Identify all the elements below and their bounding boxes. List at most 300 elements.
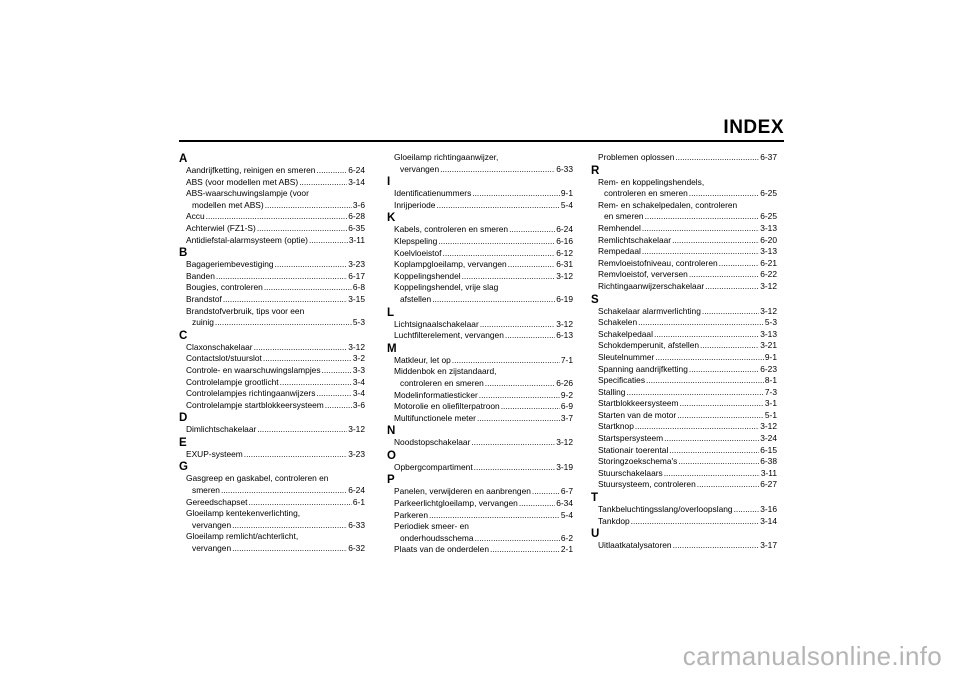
index-entry — [387, 282, 573, 305]
entry-text: Gloeilamp richtingaanwijzer, — [394, 152, 499, 162]
leader-dots — [316, 388, 351, 400]
entry-text: Noodstopschakelaar — [394, 437, 471, 448]
entry-text: Parkeren — [394, 509, 428, 520]
index-entry — [591, 364, 777, 376]
entry-line — [598, 152, 777, 164]
leader-dots — [472, 188, 560, 200]
leader-dots — [642, 246, 759, 258]
page-number: 6-33 — [348, 519, 365, 530]
index-entry — [387, 486, 573, 498]
page-number: 3-13 — [760, 246, 777, 257]
index-entry — [591, 281, 777, 293]
index-entry — [179, 282, 365, 294]
entry-line — [186, 177, 365, 189]
entry-line — [598, 340, 777, 352]
entry-text: Schakelpedaal — [598, 328, 653, 339]
entry-line — [186, 200, 365, 212]
index-entry — [591, 398, 777, 410]
leader-dots — [697, 479, 759, 491]
entry-line — [186, 342, 365, 354]
entry-text: Tankdop — [598, 515, 630, 526]
index-entry — [179, 497, 365, 509]
entry-line — [186, 235, 365, 247]
leader-dots — [677, 410, 764, 422]
entry-text: Aandrijfketting, reinigen en smeren — [186, 165, 316, 175]
entry-text: smeren — [192, 485, 220, 496]
entry-text: Brandstofverbruik, tips voor een — [186, 305, 305, 316]
page-number: 6-19 — [556, 293, 573, 304]
page-number: 6-28 — [348, 211, 365, 222]
index-entry — [591, 352, 777, 364]
leader-dots — [452, 355, 560, 367]
entry-text: Stationair toerental — [598, 444, 669, 455]
entry-line — [186, 211, 365, 223]
leader-dots — [309, 235, 348, 247]
entry-text: Gloeilamp kentekenverlichting, — [186, 508, 301, 519]
entry-line — [186, 271, 365, 283]
entry-text: Claxonschakelaar — [186, 341, 253, 352]
leader-dots — [480, 319, 556, 331]
page-number: 6-7 — [560, 486, 573, 497]
watermark: carmanualsonline.info — [682, 641, 942, 671]
leader-dots — [700, 340, 759, 352]
entry-text: Luchtfilterelement, vervangen — [394, 330, 504, 341]
page-number: 6-15 — [760, 444, 777, 455]
leader-dots — [232, 543, 347, 555]
entry-text: afstellen — [400, 293, 432, 304]
entry-line — [186, 223, 365, 235]
page-number: 3-17 — [760, 540, 777, 551]
index-entry — [591, 421, 777, 433]
entry-line — [598, 445, 777, 457]
entry-text: vervangen — [400, 163, 440, 174]
entry-text: Matkleur, let op — [394, 354, 451, 365]
page-number: 6-26 — [556, 377, 573, 388]
leader-dots — [638, 317, 764, 329]
index-entry — [387, 152, 573, 175]
entry-line — [186, 282, 365, 294]
leader-dots — [505, 330, 555, 342]
leader-dots — [626, 387, 763, 399]
title-rule — [179, 140, 784, 142]
page-number: 3-12 — [556, 318, 573, 329]
entry-line — [394, 319, 573, 331]
page-number: 3-14 — [760, 515, 777, 526]
page-number: 3-19 — [556, 461, 573, 472]
leader-dots — [475, 533, 560, 545]
entry-text: Klepspeling — [394, 235, 438, 246]
entry-line — [598, 188, 777, 200]
leader-dots — [635, 421, 759, 433]
entry-text: Dimlichtschakelaar — [186, 424, 257, 435]
entry-line — [598, 211, 777, 223]
entry-text: Sleutelnummer — [598, 351, 655, 362]
entry-line — [186, 543, 365, 555]
leader-dots — [264, 282, 352, 294]
index-column-1 — [179, 152, 365, 555]
index-entry — [387, 390, 573, 402]
page-number: 6-35 — [348, 222, 365, 233]
entry-text: Gloeilamp remlicht/achterlicht, — [186, 531, 299, 542]
index-entry — [179, 306, 365, 329]
entry-line — [598, 329, 777, 341]
entry-line — [598, 317, 777, 329]
leader-dots — [275, 259, 348, 271]
page-number: 6-24 — [556, 224, 573, 235]
leader-dots — [664, 468, 760, 480]
leader-dots — [206, 211, 348, 223]
page-number: 3-13 — [760, 328, 777, 339]
entry-line — [186, 365, 365, 377]
entry-text: Startspersysteem — [598, 433, 664, 444]
index-letter-r: R — [591, 164, 600, 177]
entry-text: Rem- en schakelpedalen, controleren — [598, 199, 738, 210]
entry-line — [598, 387, 777, 399]
entry-text: Panelen, verwijderen en aanbrengen — [394, 486, 531, 497]
page-number: 6-20 — [760, 234, 777, 245]
page-number: 3-15 — [348, 293, 365, 304]
index-entry — [179, 259, 365, 271]
page-number: 3-3 — [352, 364, 365, 375]
index-letter-m: M — [387, 342, 397, 355]
page-number: 6-31 — [556, 259, 573, 270]
page-number: 6-38 — [760, 456, 777, 467]
page-number: 6-23 — [760, 363, 777, 374]
page-number: 3-1 — [764, 398, 777, 409]
page-number: 6-12 — [556, 247, 573, 258]
entry-line — [186, 353, 365, 365]
page-number: 6-32 — [348, 543, 365, 554]
entry-line — [598, 246, 777, 258]
page-number: 3-24 — [760, 433, 777, 444]
index-entry — [179, 388, 365, 400]
entry-line — [394, 164, 573, 176]
leader-dots — [438, 236, 555, 248]
leader-dots — [675, 152, 759, 164]
index-entry — [387, 224, 573, 236]
entry-text: Kabels, controleren en smeren — [394, 224, 509, 235]
page-number: 3-4 — [352, 388, 365, 399]
leader-dots — [280, 377, 352, 389]
entry-text: onderhoudsschema — [400, 532, 474, 543]
entry-line — [394, 248, 573, 260]
page-number: 3-12 — [556, 437, 573, 448]
leader-dots — [244, 449, 347, 461]
index-entry — [387, 544, 573, 556]
page-number: 6-2 — [560, 532, 573, 543]
entry-text: vervangen — [192, 543, 232, 554]
index-entry — [179, 211, 365, 223]
entry-text: Periodiek smeer- en — [394, 521, 469, 532]
entry-text: Schakelen — [598, 317, 638, 328]
entry-text: Motorolie en oliefilterpatroon — [394, 401, 500, 412]
index-entry — [179, 424, 365, 436]
entry-line — [394, 259, 573, 271]
leader-dots — [248, 497, 351, 509]
entry-line — [186, 294, 365, 306]
entry-text: Specificaties — [598, 375, 646, 386]
entry-line — [598, 269, 777, 281]
page-number: 3-16 — [760, 504, 777, 515]
page-number: 3-12 — [556, 270, 573, 281]
entry-text: Achterwiel (FZ1-S) — [186, 222, 256, 233]
index-entry — [591, 258, 777, 270]
page-number: 3-13 — [760, 222, 777, 233]
entry-line — [394, 401, 573, 413]
index-entry — [387, 498, 573, 510]
leader-dots — [221, 485, 347, 497]
entry-text: Bagageriembevestiging — [186, 259, 274, 270]
index-entry — [591, 246, 777, 258]
index-entry — [179, 188, 365, 211]
entry-line — [186, 449, 365, 461]
entry-line — [186, 400, 365, 412]
entry-line — [394, 533, 573, 545]
entry-line — [598, 516, 777, 528]
leader-dots — [501, 401, 560, 413]
index-entry — [591, 306, 777, 318]
page-number: 6-22 — [760, 269, 777, 280]
entry-line — [394, 413, 573, 425]
index-entry — [591, 152, 777, 164]
leader-dots — [655, 352, 764, 364]
entry-text: Spanning aandrijfketting — [598, 363, 688, 374]
index-entry — [591, 269, 777, 281]
entry-text: Tankbeluchtingsslang/overloopslang — [598, 504, 733, 515]
index-entry — [591, 479, 777, 491]
leader-dots — [254, 342, 348, 354]
entry-text: Contactslot/stuurslot — [186, 353, 262, 364]
page-number: 6-34 — [556, 498, 573, 509]
index-entry — [591, 223, 777, 235]
page-number: 3-2 — [352, 353, 365, 364]
leader-dots — [232, 520, 347, 532]
leader-dots — [257, 223, 347, 235]
entry-line — [598, 468, 777, 480]
index-column-2 — [387, 152, 573, 556]
entry-line — [598, 504, 777, 516]
index-entry — [387, 366, 573, 389]
entry-text: Brandstof — [186, 293, 222, 304]
entry-line — [598, 479, 777, 491]
entry-line — [394, 544, 573, 556]
index-entry — [179, 177, 365, 189]
entry-text: modellen met ABS) — [192, 199, 264, 210]
entry-text: Remhendel — [598, 222, 641, 233]
page-number: 3-11 — [348, 234, 365, 245]
leader-dots — [471, 437, 555, 449]
entry-line — [394, 390, 573, 402]
entry-text: Stuurschakelaars — [598, 467, 663, 478]
page-number: 5-3 — [764, 317, 777, 328]
entry-text: Uitlaatkatalysatoren — [598, 540, 672, 551]
page-number: 6-33 — [556, 163, 573, 174]
page-number: 3-7 — [560, 412, 573, 423]
entry-line — [598, 433, 777, 445]
entry-line — [394, 378, 573, 390]
entry-line — [394, 462, 573, 474]
page-number: 6-8 — [352, 282, 365, 293]
page-number: 5-4 — [560, 509, 573, 520]
index-letter-n: N — [387, 425, 396, 438]
leader-dots — [673, 540, 760, 552]
leader-dots — [508, 259, 556, 271]
leader-dots — [322, 365, 352, 377]
entry-text: Banden — [186, 270, 215, 281]
entry-text: Bougies, controleren — [186, 282, 263, 293]
entry-text: Parkeerlichtgloeilamp, vervangen — [394, 498, 518, 509]
entry-line — [186, 485, 365, 497]
entry-text: Controlelampjes richtingaanwijzers — [186, 388, 316, 399]
entry-line — [186, 259, 365, 271]
leader-dots — [719, 258, 760, 270]
leader-dots — [299, 177, 347, 189]
entry-text: Lichtsignaalschakelaar — [394, 318, 479, 329]
index-entry — [591, 433, 777, 445]
page-number: 5-1 — [764, 409, 777, 420]
page-number: 3-12 — [348, 341, 365, 352]
entry-text: Startblokkeersysteem — [598, 398, 679, 409]
leader-dots — [443, 248, 556, 260]
entry-text: Controlelampje grootlicht — [186, 376, 279, 387]
entry-line — [394, 236, 573, 248]
entry-line — [598, 398, 777, 410]
entry-text: ABS (voor modellen met ABS) — [186, 176, 299, 187]
entry-text: Modelinformatiesticker — [394, 389, 478, 400]
leader-dots — [432, 294, 555, 306]
index-entry — [179, 508, 365, 531]
entry-line — [598, 364, 777, 376]
leader-dots — [265, 200, 352, 212]
entry-text: Controlelampje startblokkeersysteem — [186, 399, 324, 410]
index-entry — [179, 473, 365, 496]
entry-line — [598, 375, 777, 387]
page-number: 3-23 — [348, 259, 365, 270]
index-letter-s: S — [591, 293, 599, 306]
page-number: 7-3 — [764, 386, 777, 397]
page-number: 6-17 — [348, 270, 365, 281]
index-letter-c: C — [179, 329, 188, 342]
page-number: 6-21 — [760, 257, 777, 268]
index-entry — [179, 342, 365, 354]
entry-line — [598, 258, 777, 270]
page-number: 3-12 — [760, 280, 777, 291]
leader-dots — [631, 516, 760, 528]
entry-line — [394, 330, 573, 342]
index-entry — [591, 445, 777, 457]
page-number: 8-1 — [764, 375, 777, 386]
index-entry — [387, 355, 573, 367]
page-number: 6-9 — [560, 401, 573, 412]
index-entry — [387, 200, 573, 212]
entry-text: Multifunctionele meter — [394, 412, 476, 423]
page-number: 6-25 — [760, 211, 777, 222]
page-number: 6-25 — [760, 188, 777, 199]
entry-text: Remvloeistof, verversen — [598, 269, 688, 280]
leader-dots — [689, 188, 759, 200]
leader-dots — [509, 224, 555, 236]
index-entry — [591, 177, 777, 200]
page-number: 9-2 — [560, 389, 573, 400]
index-letter-o: O — [387, 449, 396, 462]
entry-line — [186, 424, 365, 436]
page-number: 6-27 — [760, 479, 777, 490]
entry-line — [598, 306, 777, 318]
entry-line — [598, 410, 777, 422]
page-number: 6-24 — [348, 165, 365, 175]
page-number: 9-1 — [560, 188, 573, 199]
page-number: 6-37 — [760, 152, 777, 162]
entry-line — [394, 200, 573, 212]
leader-dots — [477, 413, 560, 425]
page-number: 3-12 — [348, 424, 365, 435]
index-entry — [387, 248, 573, 260]
leader-dots — [325, 400, 352, 412]
entry-line — [186, 317, 365, 329]
leader-dots — [462, 271, 556, 283]
entry-text: Remlichtschakelaar — [598, 234, 672, 245]
entry-line — [186, 165, 365, 177]
index-entry — [591, 200, 777, 223]
entry-text: Gasgreep en gaskabel, controleren en — [186, 473, 329, 484]
leader-dots — [474, 462, 556, 474]
entry-line — [394, 271, 573, 283]
leader-dots — [257, 424, 347, 436]
index-entry — [179, 165, 365, 177]
entry-line — [394, 188, 573, 200]
index-entry — [179, 365, 365, 377]
leader-dots — [479, 390, 560, 402]
entry-line — [394, 355, 573, 367]
leader-dots — [705, 281, 759, 293]
index-column-3 — [591, 152, 777, 552]
entry-line — [186, 388, 365, 400]
leader-dots — [440, 164, 555, 176]
index-entry — [387, 259, 573, 271]
index-letter-p: P — [387, 474, 395, 487]
index-entry — [387, 401, 573, 413]
index-entry — [591, 317, 777, 329]
entry-text: Problemen oplossen — [598, 152, 675, 162]
index-letter-l: L — [387, 306, 395, 319]
index-letter-k: K — [387, 212, 396, 225]
page-number: 3-12 — [760, 305, 777, 316]
index-entry — [591, 375, 777, 387]
entry-text: Stalling — [598, 386, 626, 397]
leader-dots — [216, 271, 347, 283]
leader-dots — [263, 353, 352, 365]
page-number: 3-23 — [348, 448, 365, 459]
page-number: 7-1 — [560, 354, 573, 365]
page-number: 3-12 — [760, 421, 777, 432]
index-entry — [387, 188, 573, 200]
entry-text: EXUP-systeem — [186, 448, 243, 459]
entry-line — [394, 498, 573, 510]
entry-line — [186, 520, 365, 532]
index-entry — [179, 531, 365, 554]
leader-dots — [678, 456, 759, 468]
leader-dots — [215, 317, 352, 329]
index-letter-d: D — [179, 412, 188, 425]
entry-line — [394, 224, 573, 236]
entry-line — [598, 456, 777, 468]
leader-dots — [223, 294, 347, 306]
leader-dots — [689, 364, 759, 376]
page-number: 5-4 — [560, 199, 573, 210]
leader-dots — [645, 211, 760, 223]
entry-line — [598, 540, 777, 552]
entry-text: controleren en smeren — [604, 188, 688, 199]
